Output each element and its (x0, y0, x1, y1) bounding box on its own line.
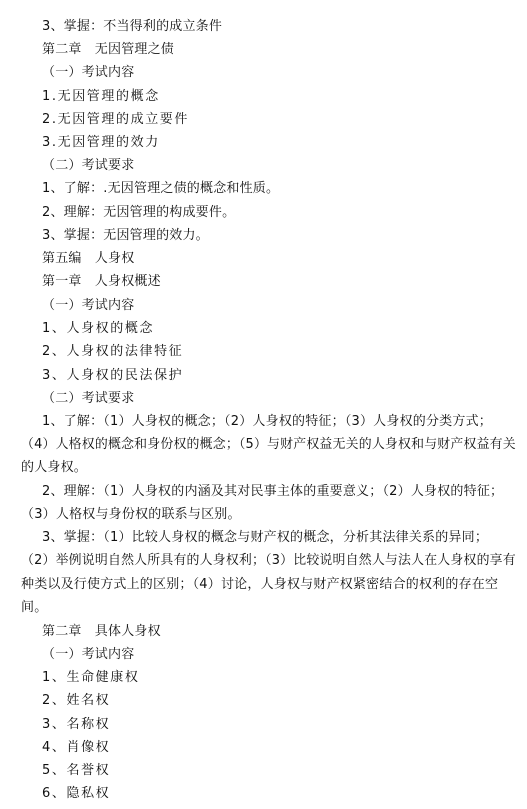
list-item: 3.无因管理的效力 (42, 135, 160, 150)
list-item: 5、名誉权 (42, 763, 111, 778)
section-heading: （一）考试内容 (42, 65, 135, 80)
list-item: 6、隐私权 (42, 786, 111, 801)
paragraph-line: （2）举例说明自然人所具有的人身权利；（3）比较说明自然人与法人在人身权的享有 (21, 553, 516, 568)
list-item: 2、人身权的法律特征 (42, 344, 184, 359)
paragraph-line: 3、掌握：（1）比较人身权的概念与财产权的概念，分析其法律关系的异同； (42, 530, 489, 545)
requirement-line: 3、掌握：无因管理的效力。 (42, 228, 209, 243)
chapter-heading: 第一章 人身权概述 (42, 274, 161, 289)
paragraph-line: 的人身权。 (21, 460, 88, 475)
part-heading: 第五编 人身权 (42, 251, 135, 266)
requirement-line: 1、了解：.无因管理之债的概念和性质。 (42, 181, 280, 196)
list-item: 2、姓名权 (42, 693, 111, 708)
paragraph-line: 2、理解：（1）人身权的内涵及其对民事主体的重要意义；（2）人身权的特征； (42, 484, 504, 499)
list-item: 3、名称权 (42, 717, 111, 732)
paragraph-line: （3）人格权与身份权的联系与区别。 (21, 507, 241, 522)
list-item: 4、肖像权 (42, 740, 111, 755)
paragraph-line: 间。 (21, 600, 48, 615)
chapter-heading: 第二章 具体人身权 (42, 624, 161, 639)
requirement-line: 2、理解：无因管理的构成要件。 (42, 205, 236, 220)
paragraph-line: 种类以及行使方式上的区别；（4）讨论，人身权与财产权紧密结合的权利的存在空 (21, 577, 499, 592)
line-1: 3、掌握：不当得利的成立条件 (42, 19, 223, 34)
section-heading: （二）考试要求 (42, 391, 135, 406)
list-item: 3、人身权的民法保护 (42, 368, 184, 383)
list-item: 1、生命健康权 (42, 670, 140, 685)
chapter-heading: 第二章 无因管理之债 (42, 42, 175, 57)
section-heading: （二）考试要求 (42, 158, 135, 173)
section-heading: （一）考试内容 (42, 298, 135, 313)
list-item: 1.无因管理的概念 (42, 89, 160, 104)
paragraph-line: （4）人格权的概念和身份权的概念；（5）与财产权益无关的人身权和与财产权益有关 (21, 437, 516, 452)
list-item: 1、人身权的概念 (42, 321, 155, 336)
list-item: 2.无因管理的成立要件 (42, 112, 190, 127)
paragraph-line: 1、了解：（1）人身权的概念；（2）人身权的特征；（3）人身权的分类方式； (42, 414, 492, 429)
section-heading: （一）考试内容 (42, 647, 135, 662)
